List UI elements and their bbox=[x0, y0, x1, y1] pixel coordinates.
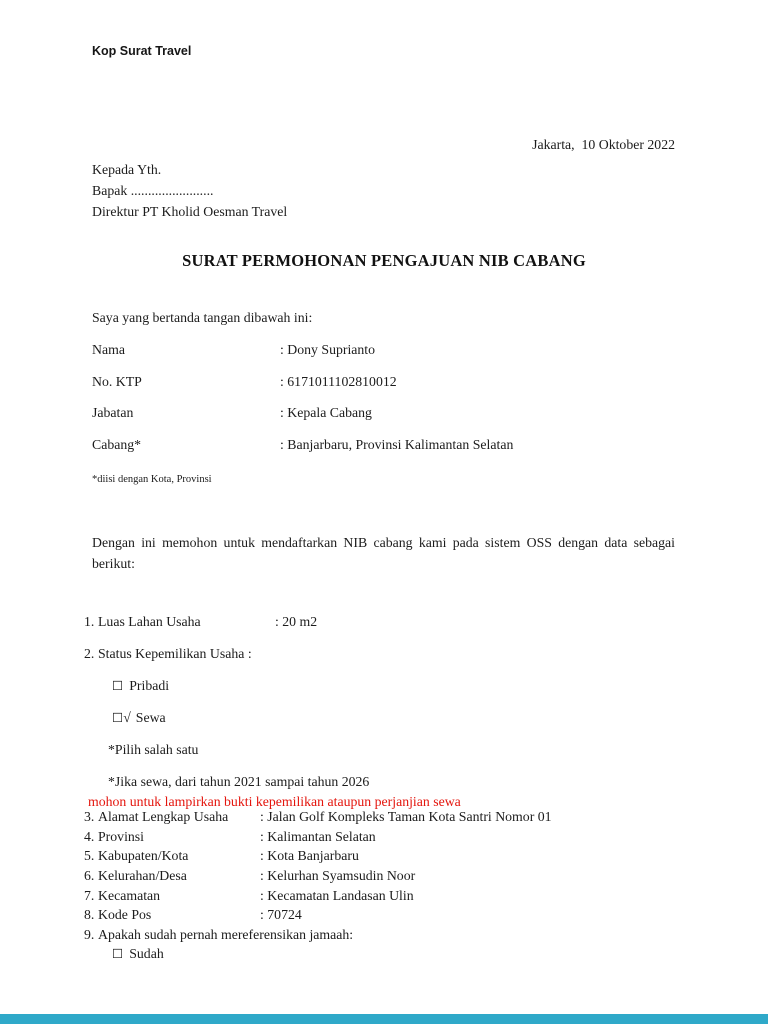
item-number: 6. bbox=[84, 868, 95, 884]
checkbox-label: Sudah bbox=[129, 946, 164, 961]
field-value: : Banjarbaru, Provinsi Kalimantan Selatan bbox=[280, 437, 514, 453]
item-status-kepemilikan bbox=[84, 646, 252, 662]
item-value: : Kalimantan Selatan bbox=[260, 828, 376, 844]
identity-row-cabang bbox=[92, 437, 676, 469]
detail-row-provinsi bbox=[84, 829, 552, 849]
intro-line: Saya yang bertanda tangan dibawah ini: bbox=[92, 310, 313, 325]
recipient-position-line: Direktur PT Kholid Oesman Travel bbox=[92, 203, 288, 219]
document-title: SURAT PERMOHONAN PENGAJUAN NIB CABANG bbox=[182, 251, 586, 270]
detail-row-kecamatan bbox=[84, 888, 552, 908]
item-number: 4. bbox=[84, 828, 95, 844]
identity-row-nama bbox=[92, 342, 676, 374]
item-number: 5. bbox=[84, 848, 95, 864]
cabang-footnote: *diisi dengan Kota, Provinsi bbox=[92, 474, 212, 485]
item-number: 9. bbox=[84, 927, 95, 943]
recipient-name-line: Bapak ........................ bbox=[92, 182, 214, 198]
detail-row-kelurahan bbox=[84, 868, 552, 888]
note-jika-sewa: *Jika sewa, dari tahun 2021 sampai tahun 2026 bbox=[108, 774, 370, 789]
field-label: Nama bbox=[92, 342, 125, 357]
field-label: No. KTP bbox=[92, 373, 142, 389]
item-number: 3. bbox=[84, 809, 95, 824]
checkbox-icon: ☐ bbox=[112, 946, 124, 961]
item-label: Status Kepemilikan Usaha : bbox=[98, 646, 252, 661]
item-label: Provinsi bbox=[98, 828, 144, 844]
detail-row-referensi bbox=[84, 927, 552, 947]
field-value: : 6171011102810012 bbox=[280, 373, 397, 389]
identity-row-jabatan bbox=[92, 405, 676, 437]
item-number: 1. bbox=[84, 614, 95, 629]
item-value: : 20 m2 bbox=[275, 614, 318, 629]
item-label: Kode Pos bbox=[98, 907, 152, 923]
checkbox-icon: ☐ bbox=[112, 678, 124, 693]
request-paragraph: Dengan ini memohon untuk mendaftarkan NIB cabang kami pada sistem OSS dengan data sebagai berikut: bbox=[92, 535, 675, 572]
letterhead-label: Kop Surat Travel bbox=[92, 44, 192, 58]
date-line: Jakarta, 10 Oktober 2022 bbox=[532, 137, 675, 152]
detail-row-kodepos bbox=[84, 907, 552, 927]
checkbox-label: Pribadi bbox=[129, 678, 170, 693]
checkmark-icon: √ bbox=[123, 710, 131, 725]
item-number: 7. bbox=[84, 887, 95, 903]
checkbox-icon: ☐ bbox=[112, 710, 124, 725]
item-label: Kelurahan/Desa bbox=[98, 868, 187, 884]
note-lampirkan-bukti: mohon untuk lampirkan bukti kepemilikan ataupun perjanjian sewa bbox=[88, 794, 461, 809]
field-label: Jabatan bbox=[92, 405, 134, 421]
details-list bbox=[84, 809, 552, 947]
checkbox-label: Sewa bbox=[135, 710, 166, 725]
item-number: 8. bbox=[84, 907, 95, 923]
next-page-edge bbox=[0, 1014, 768, 1024]
item-label: Apakah sudah pernah mereferensikan jamaah: bbox=[98, 927, 354, 943]
recipient-salutation: Kepada Yth. bbox=[92, 162, 162, 177]
item-label: Kabupaten/Kota bbox=[98, 848, 189, 864]
checkbox-option-sudah bbox=[112, 946, 164, 962]
note-pilih-salah-satu: *Pilih salah satu bbox=[108, 742, 199, 757]
checkbox-option-sewa bbox=[112, 710, 166, 726]
item-value: : Jalan Golf Kompleks Taman Kota Santri Nomor 01 bbox=[260, 809, 552, 824]
identity-row-ktp bbox=[92, 374, 676, 406]
field-value: : Kepala Cabang bbox=[280, 405, 372, 421]
item-value: : Kecamatan Landasan Ulin bbox=[260, 887, 414, 903]
item-luas-lahan bbox=[84, 614, 317, 630]
detail-row-kabupaten bbox=[84, 848, 552, 868]
identity-table bbox=[92, 342, 676, 469]
field-value: : Dony Suprianto bbox=[280, 342, 376, 357]
item-number: 2. bbox=[84, 646, 95, 661]
detail-row-alamat bbox=[84, 809, 552, 829]
item-value: : Kelurhan Syamsudin Noor bbox=[260, 868, 416, 884]
field-label: Cabang* bbox=[92, 437, 142, 453]
item-label: Kecamatan bbox=[98, 887, 161, 903]
item-label: Alamat Lengkap Usaha bbox=[98, 809, 229, 824]
checkbox-option-pribadi bbox=[112, 678, 169, 694]
item-label: Luas Lahan Usaha bbox=[98, 614, 201, 629]
item-value: : Kota Banjarbaru bbox=[260, 848, 359, 864]
item-value: : 70724 bbox=[260, 907, 302, 923]
recipient-block bbox=[92, 160, 287, 222]
